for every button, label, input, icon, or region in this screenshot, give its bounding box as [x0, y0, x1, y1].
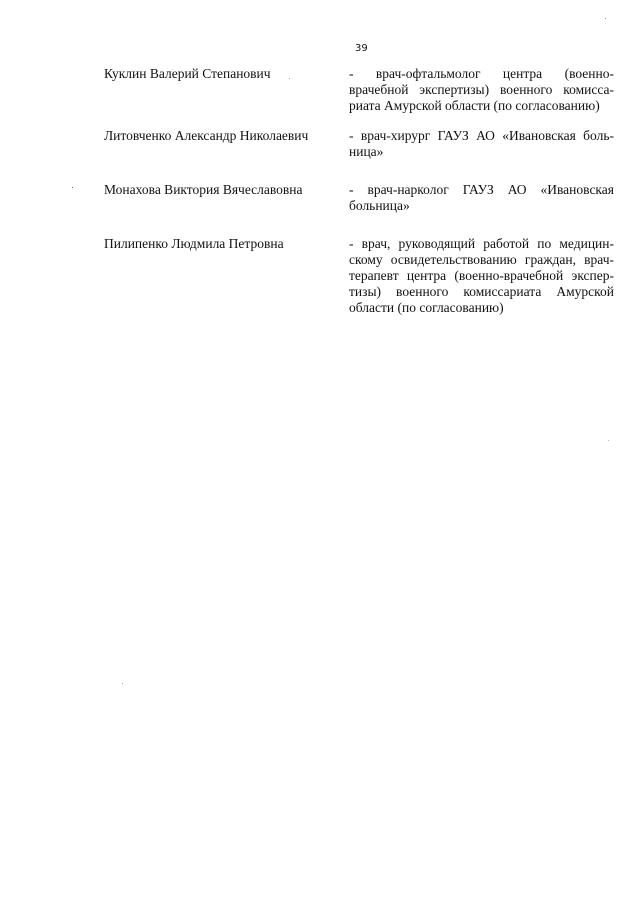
role-line: врачебной экспертизы) военного комисса- [349, 82, 614, 97]
role-line: терапевт центра (военно-врачебной экспер- [349, 268, 614, 283]
person-name: Пилипенко Людмила Петровна [104, 236, 284, 251]
role-line: - врач-офтальмолог центра (военно- [349, 66, 614, 81]
person-name: Литовченко Александр Николаевич [104, 128, 309, 143]
role-line: больница» [349, 198, 410, 213]
role-line: области (по согласованию) [349, 300, 504, 315]
scan-speck [122, 683, 123, 684]
person-role [349, 128, 614, 160]
role-line: риата Амурской области (по согласованию) [349, 98, 600, 113]
role-line: ница» [349, 144, 384, 159]
person-name: Куклин Валерий Степанович [104, 66, 271, 81]
scan-speck [72, 187, 73, 188]
person-role [349, 236, 614, 316]
role-line: - врач-нарколог ГАУЗ АО «Ивановская [349, 182, 614, 197]
scan-speck [605, 18, 606, 19]
role-line: - врач, руководящий работой по медицин- [349, 236, 614, 251]
person-name: Монахова Виктория Вячеславовна [104, 182, 303, 197]
scan-speck [289, 78, 290, 79]
person-role [349, 182, 614, 214]
person-role [349, 66, 614, 114]
role-line: скому освидетельствованию граждан, врач- [349, 252, 614, 267]
role-line: тизы) военного комиссариата Амурской [349, 284, 614, 299]
scan-speck [608, 440, 609, 441]
role-line: - врач-хирург ГАУЗ АО «Ивановская боль- [349, 128, 614, 143]
page-number: 39 [355, 43, 368, 54]
